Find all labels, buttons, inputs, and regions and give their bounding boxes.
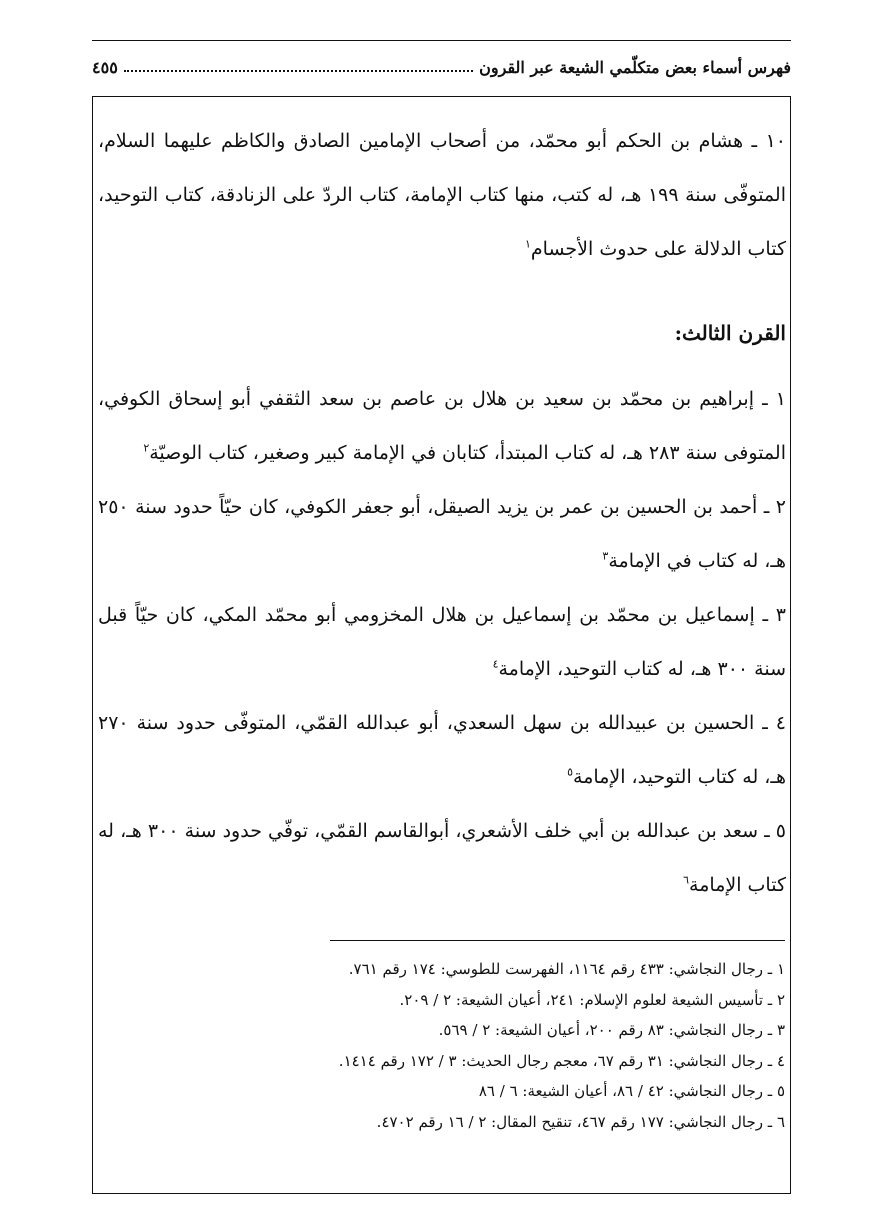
- header-leader-dots: [124, 70, 473, 72]
- entry-text: ٤ ـ الحسين بن عبيدالله بن سهل السعدي، أبو عبدالله القمّي، المتوفّى حدود سنة ٢٧٠ هـ، له كتاب التوحيد، الإمامة: [98, 712, 786, 788]
- entry-text: ١٠ ـ هشام بن الحكم أبو محمّد، من أصحاب الإمامين الصادق والكاظم عليهما السلام، المتوفّى سنة ١٩٩ هـ، له كتب، منها كتاب الإمامة، كتاب الردّ على الزنادقة، كتاب التوحيد، كتاب الدلالة على حدوث الأجسام: [98, 130, 786, 260]
- footnote-3: ٣ ـ رجال النجاشي: ٨٣ رقم ٢٠٠، أعيان الشيعة: ٢ / ٥٦٩.: [438, 1021, 785, 1039]
- entry-text: ٥ ـ سعد بن عبدالله بن أبي خلف الأشعري، أبوالقاسم القمّي، توفّي حدود سنة ٣٠٠ هـ، له كتاب الإمامة: [98, 820, 786, 896]
- footnote-2: ٢ ـ تأسيس الشيعة لعلوم الإسلام: ٢٤١، أعيان الشيعة: ٢ / ٢٠٩.: [399, 990, 785, 1009]
- footnote-1: ١ ـ رجال النجاشي: ٤٣٣ رقم ١١٦٤، الفهرست للطوسي: ١٧٤ رقم ٧٦١.: [348, 960, 785, 978]
- entry-top-1: [98, 114, 786, 276]
- footnote-5: ٥ ـ رجال النجاشي: ٤٢ / ٨٦، أعيان الشيعة: ٦ / ٨٦: [478, 1082, 785, 1100]
- entry-2: [98, 480, 786, 588]
- footnote-separator: [330, 940, 785, 941]
- footnote-marker: ٤: [492, 657, 499, 671]
- entry-1: [98, 372, 786, 480]
- footnote-marker: ٣: [602, 549, 609, 563]
- header-title: فهرس أسماء بعض متكلّمي الشيعة عبر القرون: [479, 57, 791, 77]
- footnote-marker: ٦: [683, 873, 690, 887]
- footnote-marker: ٥: [567, 765, 574, 779]
- running-header: [92, 50, 791, 84]
- section-heading: القرن الثالث:: [674, 321, 786, 345]
- footnote-4: ٤ ـ رجال النجاشي: ٣١ رقم ٦٧، معجم رجال الحديث: ٣ / ١٧٢ رقم ١٤١٤.: [338, 1051, 785, 1070]
- footnote-6: ٦ ـ رجال النجاشي: ١٧٧ رقم ٤٦٧، تنقيح المقال: ٢ / ١٦ رقم ٤٧٠٢.: [376, 1112, 785, 1131]
- footnotes: [110, 954, 785, 1137]
- entry-3: [98, 588, 786, 696]
- footnote-marker: ٢: [143, 441, 150, 455]
- footnote-marker: ١: [525, 237, 531, 251]
- header-rule: [92, 40, 791, 41]
- entry-text: ٣ ـ إسماعيل بن محمّد بن إسماعيل بن هلال المخزومي أبو محمّد المكي، كان حيّاً قبل سنة ٣٠٠ هـ، له كتاب التوحيد، الإمامة: [98, 604, 786, 680]
- main-text: [98, 100, 786, 912]
- entry-text: ١ ـ إبراهيم بن محمّد بن سعيد بن هلال بن عاصم بن سعد الثقفي أبو إسحاق الكوفي، المتوفى سنة ٢٨٣ هـ، له كتاب المبتدأ، كتابان في الإمامة كبير وصغير، كتاب الوصيّة: [98, 388, 786, 464]
- entry-4: [98, 696, 786, 804]
- entry-text: ٢ ـ أحمد بن الحسين بن عمر بن يزيد الصيقل، أبو جعفر الكوفي، كان حيّاً حدود سنة ٢٥٠ هـ، له كتاب في الإمامة: [98, 496, 786, 572]
- entry-5: [98, 804, 786, 912]
- page-number: ٤٥٥: [92, 57, 118, 77]
